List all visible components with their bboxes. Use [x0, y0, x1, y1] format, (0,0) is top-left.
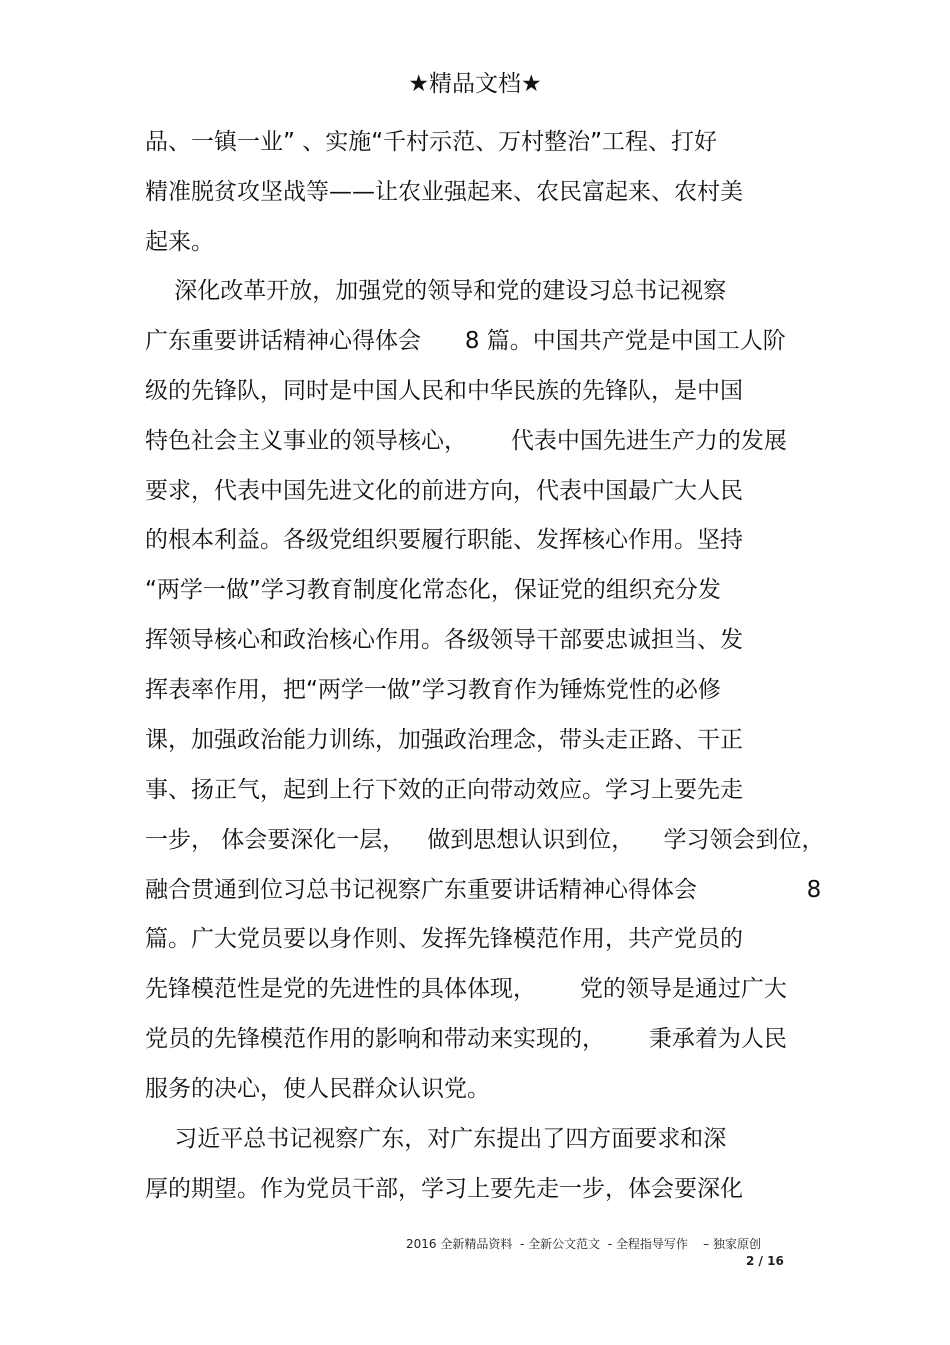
- body-line: 精准脱贫攻坚战等——让农业强起来、农民富起来、农村美: [145, 179, 743, 205]
- body-line: 习近平总书记视察广东，对广东提出了四方面要求和深: [145, 1126, 727, 1152]
- body-line: 党员的先锋模范作用的影响和带动来实现的， 秉承着为人民: [145, 1026, 787, 1052]
- body-line: 广东重要讲话精神心得体会 8 篇。中国共产党是中国工人阶: [145, 328, 786, 354]
- page-number: 2 / 16: [746, 1254, 784, 1268]
- body-line: 课，加强政治能力训练，加强政治理念，带头走正路、干正: [145, 727, 743, 753]
- body-line: 事、扬正气，起到上行下效的正向带动效应。学习上要先走: [145, 777, 743, 803]
- body-line: 融合贯通到位习总书记视察广东重要讲话精神心得体会 8: [145, 877, 822, 903]
- body-line: 级的先锋队，同时是中国人民和中华民族的先锋队，是中国: [145, 378, 743, 404]
- body-line: 挥表率作用，把“两学一做”学习教育作为锤炼党性的必修: [145, 677, 721, 703]
- body-line: 先锋模范性是党的先进性的具体体现， 党的领导是通过广大: [145, 976, 787, 1002]
- document-header-title: ★精品文档★: [408, 71, 542, 97]
- body-line: 特色社会主义事业的领导核心， 代表中国先进生产力的发展: [145, 428, 787, 454]
- body-line: “两学一做”学习教育制度化常态化，保证党的组织充分发: [145, 577, 721, 603]
- body-line: 服务的决心，使人民群众认识党。: [145, 1076, 490, 1102]
- body-line: 的根本利益。各级党组织要履行职能、发挥核心作用。坚持: [145, 527, 743, 553]
- body-line: 深化改革开放，加强党的领导和党的建设习总书记视察: [145, 278, 727, 304]
- body-line: 一步， 体会要深化一层， 做到思想认识到位， 学习领会到位，: [145, 827, 825, 853]
- body-line: 厚的期望。作为党员干部，学习上要先走一步，体会要深化: [145, 1176, 743, 1202]
- body-line: 篇。广大党员要以身作则、发挥先锋模范作用，共产党员的: [145, 926, 743, 952]
- body-line: 品、一镇一业” 、实施“千村示范、万村整治”工程、打好: [145, 129, 718, 155]
- body-line: 挥领导核心和政治核心作用。各级领导干部要忠诚担当、发: [145, 627, 743, 653]
- body-line: 起来。: [145, 229, 214, 255]
- footer-text: 2016 全新精品资料 - 全新公文范文 - 全程指导写作 – 独家原创: [406, 1237, 761, 1251]
- body-line: 要求，代表中国先进文化的前进方向，代表中国最广大人民: [145, 478, 743, 504]
